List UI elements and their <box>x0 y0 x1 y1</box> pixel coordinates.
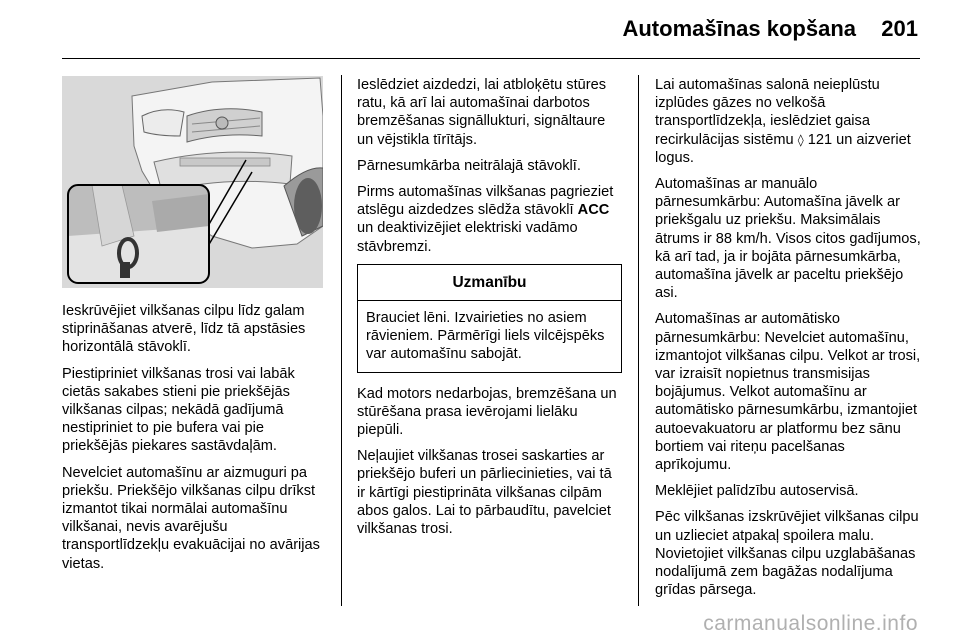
paragraph <box>655 76 921 167</box>
warning-title: Uzmanību <box>358 265 621 301</box>
column-divider <box>341 75 342 606</box>
paragraph: Kad motors nedarbojas, bremzēšana un stūrēšana prasa ievērojami lielāku piepūli. <box>357 385 617 439</box>
paragraph: Nevelciet automašīnu ar aizmuguri pa priekšu. Priekšējo vilkšanas cilpu drīkst izmantot tikai normālai automašīnu vilkšanai, nevis avarējušu transportlīdzekļu evakuācijai no avārijas vietas. <box>62 464 320 572</box>
column-right <box>655 76 921 607</box>
paragraph: Automašīnas ar automātisko pārnesumkārbu: Nevelciet automašīnu, izmantojot vilkšanas cilpu. Velkot ar trosi, var izraisīt nopietnus transmisijas bojājumus. Velkot automašīnu ar automātisko pārnesumkārbu, izmantojiet autoevakuatoru ar platformu bez sānu bortiem vai riteņu pacelšanas aprīkojumu. <box>655 311 921 474</box>
page-header <box>0 0 960 62</box>
text-run: 121 un aizveriet logus. <box>655 131 911 166</box>
warning-box <box>357 264 622 373</box>
paragraph: Pēc vilkšanas izskrūvējiet vilkšanas cilpu un uzlieciet atpakaļ spoilera malu. Novietojiet vilkšanas cilpu uzglabāšanas nodalījumā zem bagāžas nodalījuma grīdas pārsega. <box>655 509 919 599</box>
watermark: carmanualsonline.info <box>703 612 918 635</box>
acc-position-label: ACC <box>577 202 610 219</box>
text-run: Pirms automašīnas vilkšanas pagrieziet atslēgu aizdedzes slēdža stāvoklī <box>357 184 614 219</box>
paragraph: Piestipriniet vilkšanas trosi vai labāk cietās sakabes stieni pie priekšējās vilkšanas cilpas; nekādā gadījumā nestipriniet to pie bufera vai pie priekšējās piekares sastāvdaļām. <box>62 365 295 455</box>
paragraph: Pārnesumkārba neitrālajā stāvoklī. <box>357 157 581 174</box>
column-divider <box>638 75 639 606</box>
paragraph: Ieskrūvējiet vilkšanas cilpu līdz galam stiprināšanas atverē, līdz tā apstāsies horizontālā stāvoklī. <box>62 303 306 356</box>
column-middle <box>357 76 622 546</box>
paragraph: Ieslēdziet aizdedzi, lai atbloķētu stūres ratu, kā arī lai automašīnai darbotos bremzēšanas signāllukturi, signāltaure un vējstikla tīrītājs. <box>357 77 607 148</box>
paragraph: Neļaujiet vilkšanas trosei saskarties ar priekšējo buferi un pārliecinieties, vai tā ir kārtīgi piestiprināta vilkšanas cilpām abos galos. Lai to pārbaudītu, pavelciet vilkšanas trosi. <box>357 448 612 538</box>
paragraph <box>357 183 622 256</box>
page-title: Automašīnas kopšana <box>622 16 856 41</box>
paragraph: Automašīnas ar manuālo pārnesumkārbu: Automašīna jāvelk ar priekšgalu uz priekšu. Maksimālais ātrums ir 88 km/h. Visos citos gadījumos, kā arī tad, ja ir bojāta pārnesumkārba, automašīna jāvelk ar paceltu priekšējo asi. <box>655 176 921 302</box>
header-divider <box>62 58 920 59</box>
column-left <box>62 302 324 581</box>
paragraph: Meklējiet palīdzību autoservisā. <box>655 483 859 500</box>
page-number: 201 <box>881 16 918 41</box>
warning-text: Brauciet lēni. Izvairieties no asiem rāvieniem. Pārmērīgi liels vilcējspēks var automašīnu sabojāt. <box>366 310 605 363</box>
text-run: Lai automašīnas salonā neieplūstu izplūdes gāzes no velkošā transportlīdzekļa, ieslēdziet gaisa recirkulācijas sistēmu <box>655 77 880 148</box>
car-towing-illustration <box>62 76 323 288</box>
page-reference-icon: ◊ <box>797 132 804 147</box>
car-front-towing-eye-icon <box>62 76 323 288</box>
text-run: un deaktivizējiet elektriski vadāmo stāvbremzi. <box>357 220 578 255</box>
